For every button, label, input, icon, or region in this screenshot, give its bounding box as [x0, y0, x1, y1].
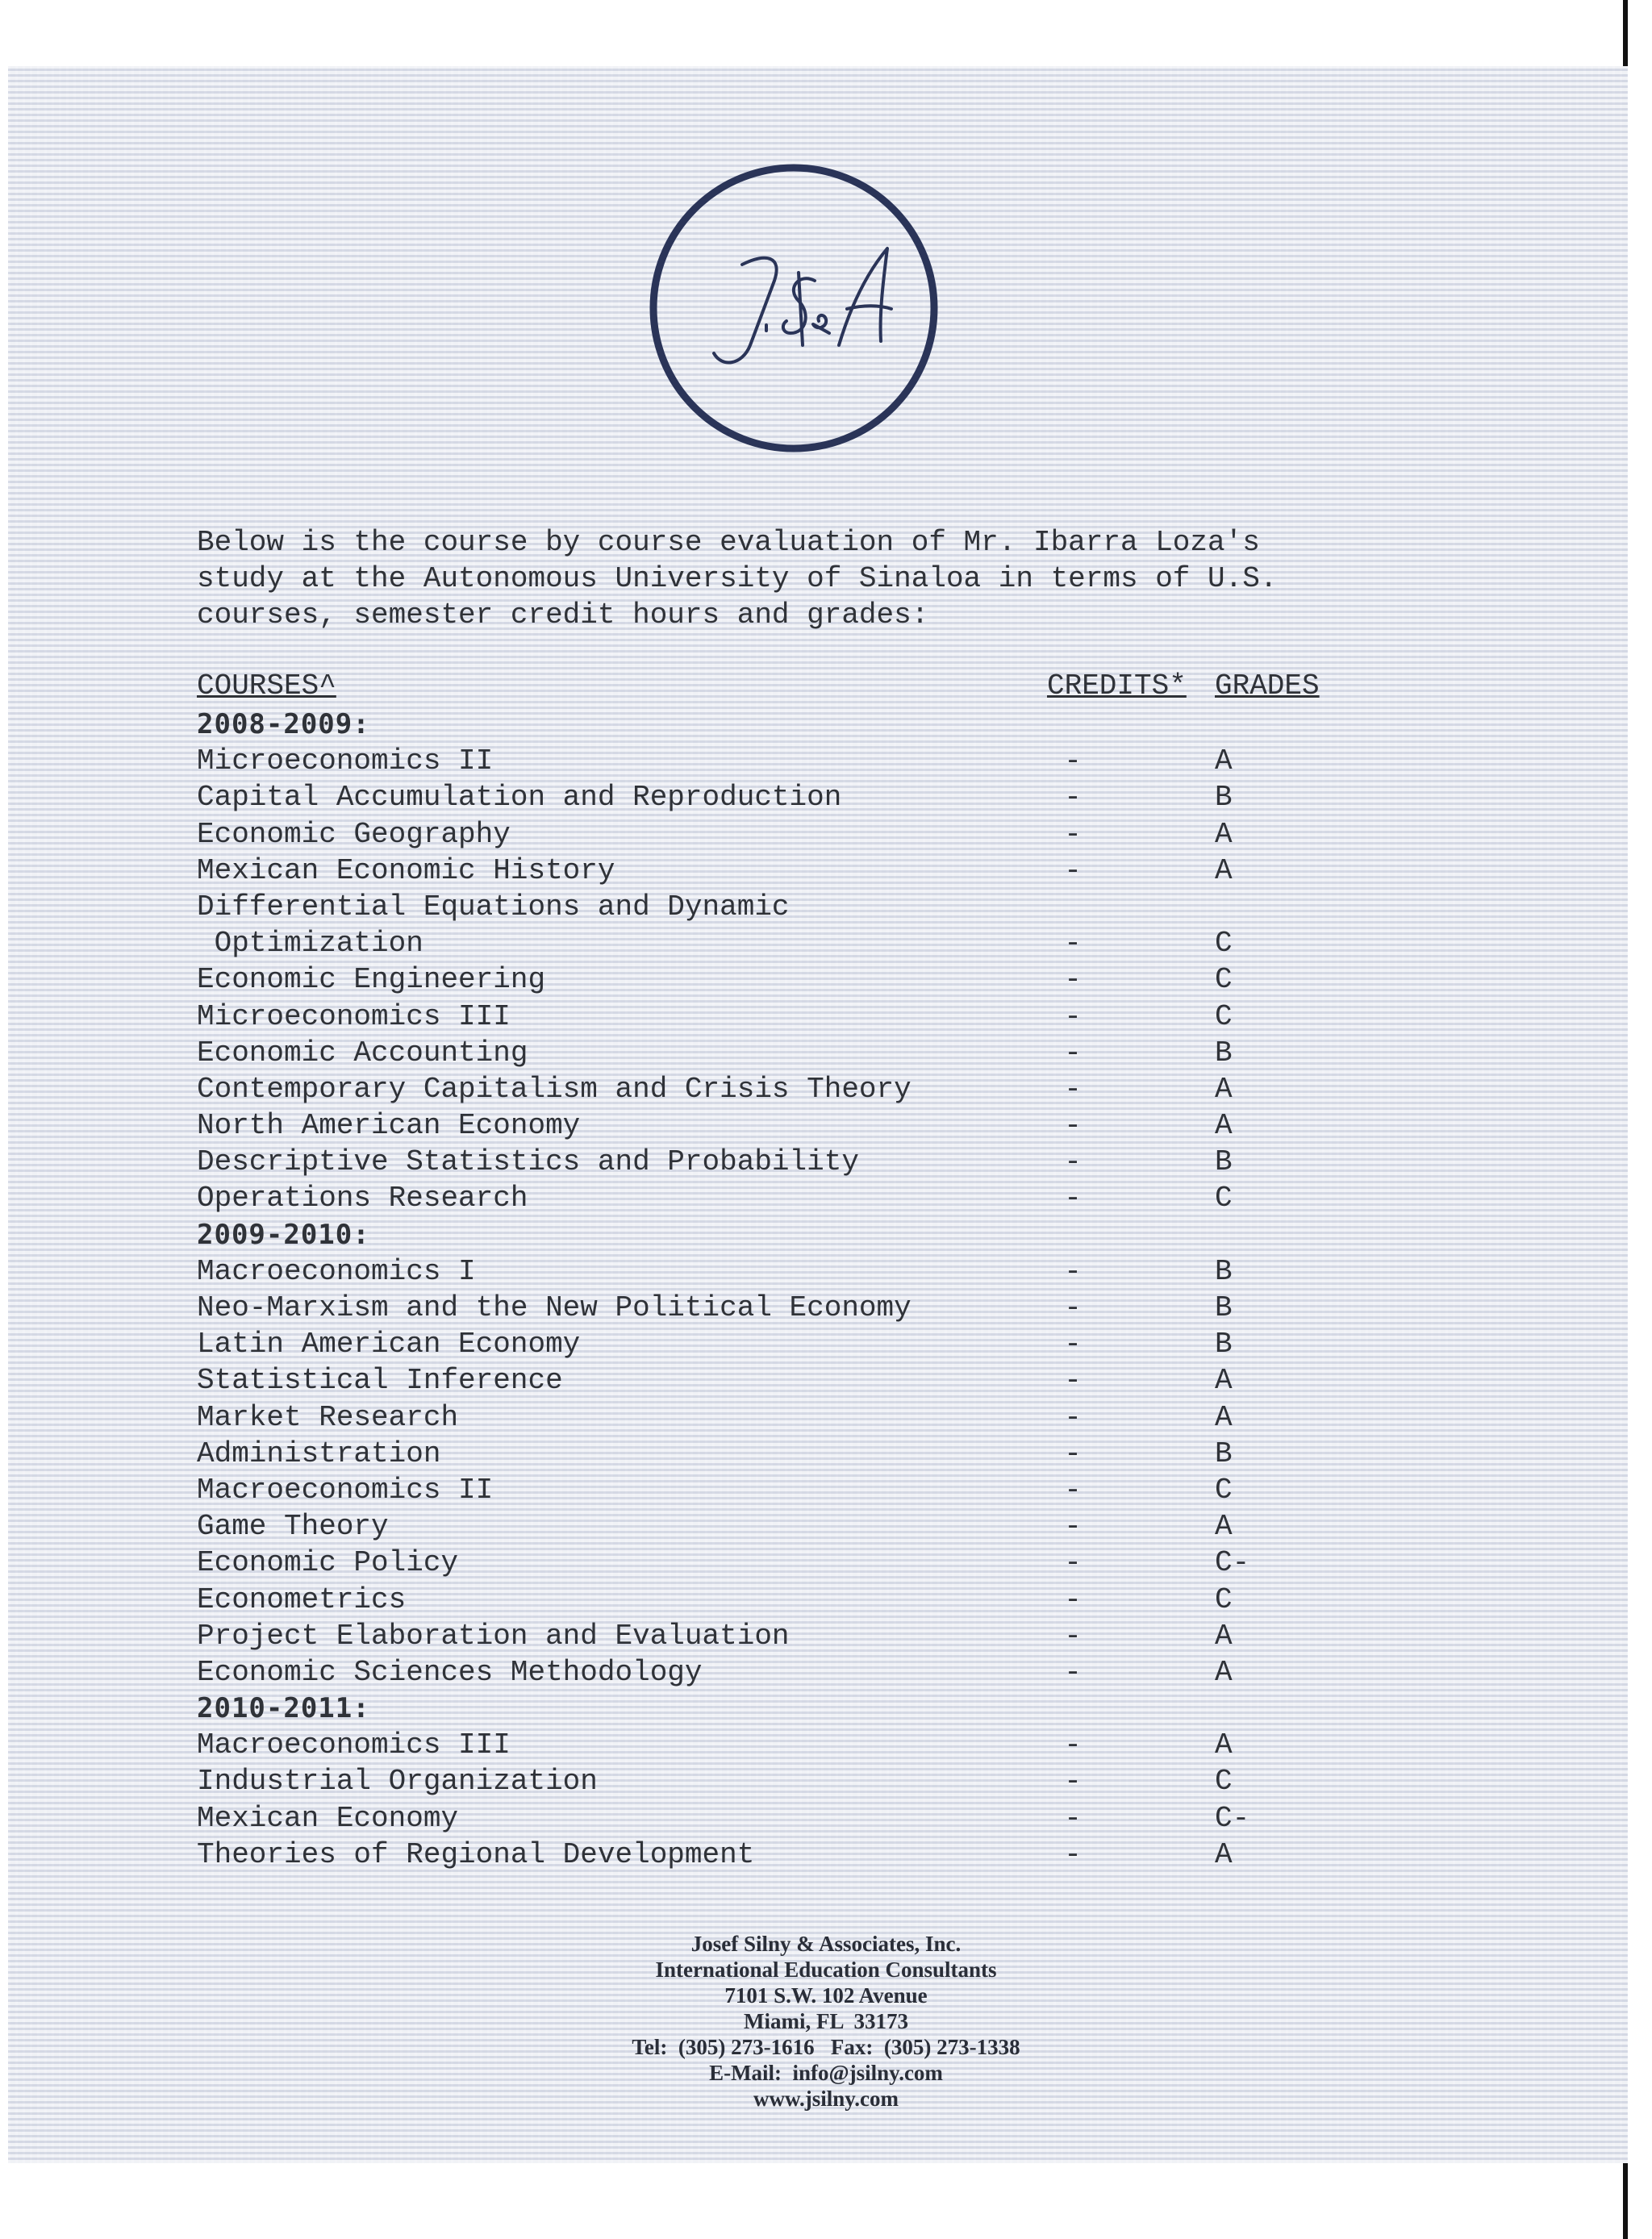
course-row	[197, 853, 1487, 889]
course-name: Macroeconomics I	[197, 1254, 476, 1288]
course-grade: B	[1215, 1436, 1233, 1470]
course-name: Economic Engineering	[197, 963, 546, 997]
course-name: Economic Sciences Methodology	[197, 1655, 703, 1689]
course-name: Optimization	[197, 927, 423, 961]
course-credits: -	[1064, 1546, 1082, 1580]
course-grade: C	[1215, 1473, 1233, 1507]
footer-website: www.jsilny.com	[753, 2087, 899, 2111]
course-credits: -	[1064, 1254, 1082, 1288]
course-name: Game Theory	[197, 1510, 389, 1544]
course-table	[197, 707, 1487, 1873]
course-row	[197, 1582, 1487, 1618]
course-credits: -	[1064, 1655, 1082, 1689]
course-credits: -	[1064, 744, 1082, 778]
course-grade: A	[1215, 1619, 1233, 1653]
credits-column-header: CREDITS*	[1047, 669, 1187, 703]
course-credits: -	[1064, 1436, 1082, 1470]
course-credits: -	[1064, 853, 1082, 887]
course-name: Econometrics	[197, 1582, 407, 1616]
course-credits: -	[1064, 1364, 1082, 1398]
course-credits: -	[1064, 1801, 1082, 1835]
course-credits: -	[1064, 1072, 1082, 1106]
academic-year-label: 2008-2009:	[197, 708, 370, 740]
course-grade: B	[1215, 1145, 1233, 1179]
course-row	[197, 1800, 1487, 1837]
company-seal-logo	[645, 160, 942, 457]
course-grade: A	[1215, 1728, 1233, 1762]
seal-graphic	[645, 160, 942, 457]
course-row	[197, 1436, 1487, 1472]
footer-city: Miami, FL 33173	[744, 2009, 908, 2033]
academic-year-label: 2010-2011:	[197, 1692, 370, 1725]
course-row	[197, 1253, 1487, 1290]
course-credits: -	[1064, 781, 1082, 815]
course-row	[197, 1035, 1487, 1071]
grades-column-header: GRADES	[1215, 669, 1320, 703]
course-name: North American Economy	[197, 1109, 581, 1143]
course-name: Capital Accumulation and Reproduction	[197, 781, 842, 815]
intro-paragraph: Below is the course by course evaluation of Mr. Ibarra Loza's study at the Autonomous University of Sinaloa in terms of U.S. courses, semester credit hours and grades:	[197, 526, 1278, 632]
course-grade: A	[1215, 1109, 1233, 1143]
course-grade: B	[1215, 1036, 1233, 1069]
course-credits: -	[1064, 1328, 1082, 1361]
course-credits: -	[1064, 1036, 1082, 1069]
course-credits: -	[1064, 1182, 1082, 1215]
course-row	[197, 925, 1487, 961]
course-row	[197, 1107, 1487, 1144]
course-name: Statistical Inference	[197, 1364, 563, 1398]
course-credits: -	[1064, 927, 1082, 961]
course-row	[197, 999, 1487, 1035]
course-name: Economic Geography	[197, 817, 511, 851]
course-credits: -	[1064, 1291, 1082, 1324]
course-row	[197, 1326, 1487, 1362]
course-name: Macroeconomics II	[197, 1473, 494, 1507]
course-grade: A	[1215, 1510, 1233, 1544]
course-name: Market Research	[197, 1400, 459, 1434]
course-row	[197, 1618, 1487, 1654]
footer-phone-fax: Tel: (305) 273-1616 Fax: (305) 273-1338	[632, 2035, 1020, 2059]
course-credits: -	[1064, 1837, 1082, 1871]
course-credits: -	[1064, 1145, 1082, 1179]
footer-street: 7101 S.W. 102 Avenue	[724, 1983, 928, 2008]
course-grade: A	[1215, 1655, 1233, 1689]
course-credits: -	[1064, 1473, 1082, 1507]
course-row	[197, 961, 1487, 998]
course-credits: -	[1064, 1582, 1082, 1616]
course-name: Economic Policy	[197, 1546, 459, 1580]
course-credits: -	[1064, 1109, 1082, 1143]
course-grade: A	[1215, 853, 1233, 887]
course-row	[197, 1071, 1487, 1107]
course-grade: A	[1215, 1364, 1233, 1398]
course-row	[197, 1472, 1487, 1508]
course-name: Differential Equations and Dynamic	[197, 890, 790, 924]
course-grade: A	[1215, 817, 1233, 851]
course-name: Administration	[197, 1436, 441, 1470]
footer-tagline: International Education Consultants	[655, 1958, 997, 1982]
course-row	[197, 779, 1487, 815]
course-row	[197, 1180, 1487, 1216]
course-credits: -	[1064, 963, 1082, 997]
course-row	[197, 1399, 1487, 1436]
course-credits: -	[1064, 1510, 1082, 1544]
footer-email: E-Mail: info@jsilny.com	[709, 2061, 943, 2085]
course-grade: C	[1215, 1582, 1233, 1616]
course-name: Mexican Economy	[197, 1801, 459, 1835]
course-credits: -	[1064, 1619, 1082, 1653]
course-credits: -	[1064, 1765, 1082, 1799]
course-grade: B	[1215, 1328, 1233, 1361]
course-name: Microeconomics III	[197, 999, 511, 1033]
course-grade: A	[1215, 1400, 1233, 1434]
courses-column-header: COURSES^	[197, 669, 336, 703]
course-grade: C	[1215, 1765, 1233, 1799]
course-grade: B	[1215, 1254, 1233, 1288]
course-name: Project Elaboration and Evaluation	[197, 1619, 790, 1653]
course-row	[197, 1763, 1487, 1799]
course-name: Contemporary Capitalism and Crisis Theory	[197, 1072, 912, 1106]
course-row	[197, 1654, 1487, 1691]
course-grade: C	[1215, 927, 1233, 961]
course-row	[197, 743, 1487, 779]
course-name: Industrial Organization	[197, 1765, 598, 1799]
course-credits: -	[1064, 1400, 1082, 1434]
company-footer	[503, 1931, 1149, 2112]
course-credits: -	[1064, 817, 1082, 851]
course-name: Descriptive Statistics and Probability	[197, 1145, 859, 1179]
course-name: Macroeconomics III	[197, 1728, 511, 1762]
course-grade: A	[1215, 1072, 1233, 1106]
course-grade: B	[1215, 1291, 1233, 1324]
course-grade: C-	[1215, 1801, 1250, 1835]
academic-year-label: 2009-2010:	[197, 1218, 370, 1251]
course-row	[197, 1837, 1487, 1873]
course-row	[197, 889, 1487, 925]
course-row	[197, 1727, 1487, 1763]
course-credits: -	[1064, 1728, 1082, 1762]
academic-year-heading	[197, 1691, 1487, 1727]
course-name: Latin American Economy	[197, 1328, 581, 1361]
course-credits: -	[1064, 999, 1082, 1033]
course-name: Economic Accounting	[197, 1036, 528, 1069]
course-row	[197, 1144, 1487, 1180]
course-name: Theories of Regional Development	[197, 1837, 755, 1871]
course-grade: B	[1215, 781, 1233, 815]
course-name: Microeconomics II	[197, 744, 494, 778]
course-row	[197, 1362, 1487, 1399]
course-row	[197, 1545, 1487, 1581]
academic-year-heading	[197, 1217, 1487, 1253]
course-grade: C	[1215, 963, 1233, 997]
course-grade: C-	[1215, 1546, 1250, 1580]
course-grade: C	[1215, 999, 1233, 1033]
course-row	[197, 1508, 1487, 1545]
academic-year-heading	[197, 707, 1487, 743]
course-grade: A	[1215, 744, 1233, 778]
course-name: Operations Research	[197, 1182, 528, 1215]
course-row	[197, 1290, 1487, 1326]
course-name: Mexican Economic History	[197, 853, 615, 887]
course-grade: A	[1215, 1837, 1233, 1871]
footer-company-name: Josef Silny & Associates, Inc.	[690, 1932, 962, 1956]
course-name: Neo-Marxism and the New Political Economy	[197, 1291, 912, 1324]
course-grade: C	[1215, 1182, 1233, 1215]
course-row	[197, 816, 1487, 853]
